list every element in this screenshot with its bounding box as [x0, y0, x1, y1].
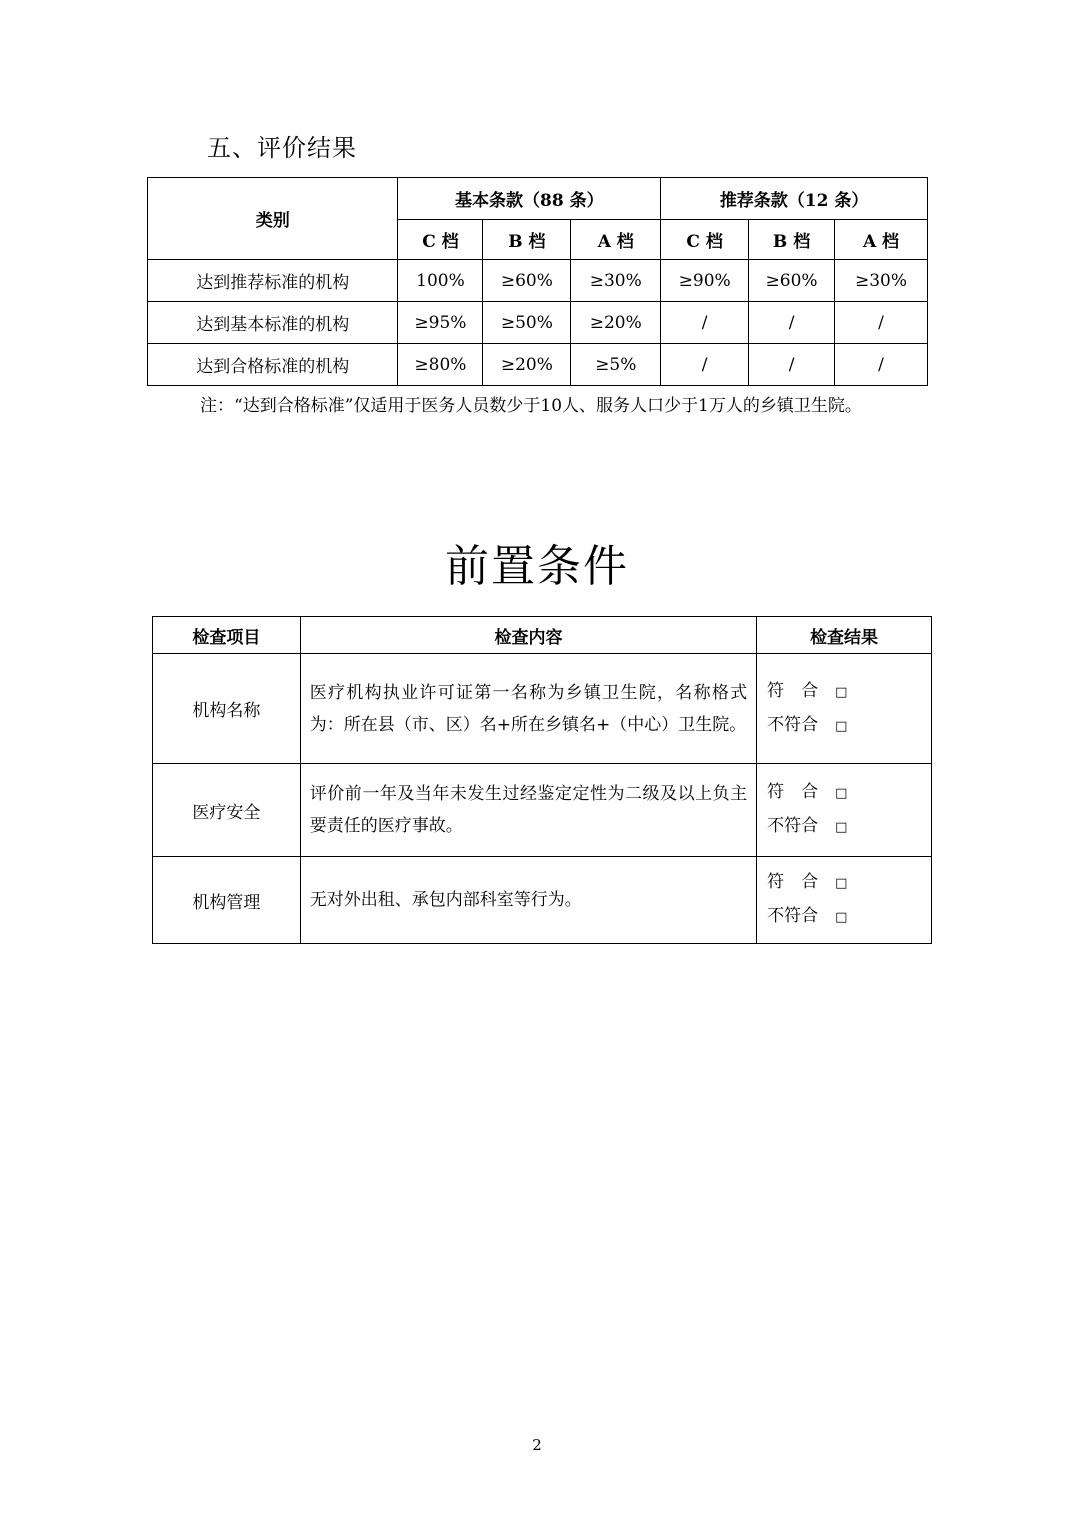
option-noncompliant — [767, 709, 931, 743]
prerequisites-title: 前置条件 — [445, 541, 629, 592]
table-row — [153, 857, 932, 944]
checkbox-icon[interactable]: □ — [835, 820, 848, 835]
check-content: 评价前一年及当年未发生过经鉴定定性为二级及以上负主要责任的医疗事故。 — [300, 764, 756, 857]
table-cell: ≥95% — [398, 302, 483, 344]
check-item-header: 检查项目 — [153, 617, 301, 654]
option-label: 符 合 — [767, 782, 819, 802]
table-row — [148, 260, 928, 302]
check-content-header: 检查内容 — [300, 617, 756, 654]
option-label: 符 合 — [767, 872, 819, 892]
page-number: 2 — [532, 1436, 542, 1454]
check-item: 机构名称 — [153, 654, 301, 764]
level-header: C 档 — [661, 220, 749, 260]
recommended-clauses-header: 推荐条款（12 条） — [661, 178, 928, 220]
table-cell: ≥60% — [483, 260, 571, 302]
table-cell: / — [661, 302, 749, 344]
section-heading: 五、评价结果 — [207, 134, 357, 162]
level-header: C 档 — [398, 220, 483, 260]
table-cell: ≥20% — [483, 344, 571, 386]
checkbox-icon[interactable]: □ — [835, 718, 848, 734]
table-cell: ≥30% — [835, 260, 928, 302]
table-cell: ≥90% — [661, 260, 749, 302]
option-compliant — [767, 866, 931, 900]
level-header: B 档 — [483, 220, 571, 260]
checkbox-icon[interactable]: □ — [835, 786, 848, 801]
option-noncompliant — [767, 900, 931, 934]
option-label: 不符合 — [767, 906, 819, 926]
option-label: 不符合 — [767, 714, 819, 735]
category-header: 类别 — [148, 178, 398, 260]
table-cell: 100% — [398, 260, 483, 302]
check-item: 机构管理 — [153, 857, 301, 944]
table-cell: / — [749, 302, 835, 344]
check-result — [757, 764, 932, 857]
option-compliant — [767, 675, 931, 709]
table-cell: ≥60% — [749, 260, 835, 302]
row-label: 达到合格标准的机构 — [148, 344, 398, 386]
check-result — [757, 857, 932, 944]
table-cell: ≥5% — [571, 344, 661, 386]
checkbox-icon[interactable]: □ — [835, 684, 848, 700]
table-cell: / — [661, 344, 749, 386]
option-noncompliant — [767, 810, 931, 844]
table-row — [153, 654, 932, 764]
evaluation-result-table — [147, 177, 928, 386]
table-cell: ≥50% — [483, 302, 571, 344]
table-row — [148, 344, 928, 386]
checkbox-icon[interactable]: □ — [835, 910, 848, 925]
prerequisites-table — [152, 616, 932, 944]
option-label: 符 合 — [767, 680, 819, 701]
row-label: 达到基本标准的机构 — [148, 302, 398, 344]
table-row — [148, 302, 928, 344]
table-cell: ≥30% — [571, 260, 661, 302]
check-item: 医疗安全 — [153, 764, 301, 857]
level-header: B 档 — [749, 220, 835, 260]
table-cell: ≥20% — [571, 302, 661, 344]
table-row — [153, 764, 932, 857]
table-cell: / — [835, 302, 928, 344]
table-cell: ≥80% — [398, 344, 483, 386]
check-result — [757, 654, 932, 764]
checkbox-icon[interactable]: □ — [835, 876, 848, 891]
basic-clauses-header: 基本条款（88 条） — [398, 178, 661, 220]
check-content: 医疗机构执业许可证第一名称为乡镇卫生院，名称格式为：所在县（市、区）名+所在乡镇名+（中心）卫生院。 — [300, 654, 756, 764]
option-compliant — [767, 776, 931, 810]
check-content: 无对外出租、承包内部科室等行为。 — [300, 857, 756, 944]
level-header: A 档 — [835, 220, 928, 260]
option-label: 不符合 — [767, 816, 819, 836]
check-result-header: 检查结果 — [757, 617, 932, 654]
row-label: 达到推荐标准的机构 — [148, 260, 398, 302]
table-cell: / — [835, 344, 928, 386]
level-header: A 档 — [571, 220, 661, 260]
table-cell: / — [749, 344, 835, 386]
table-note: 注：“达到合格标准”仅适用于医务人员数少于10人、服务人口少于1万人的乡镇卫生院。 — [200, 396, 862, 416]
